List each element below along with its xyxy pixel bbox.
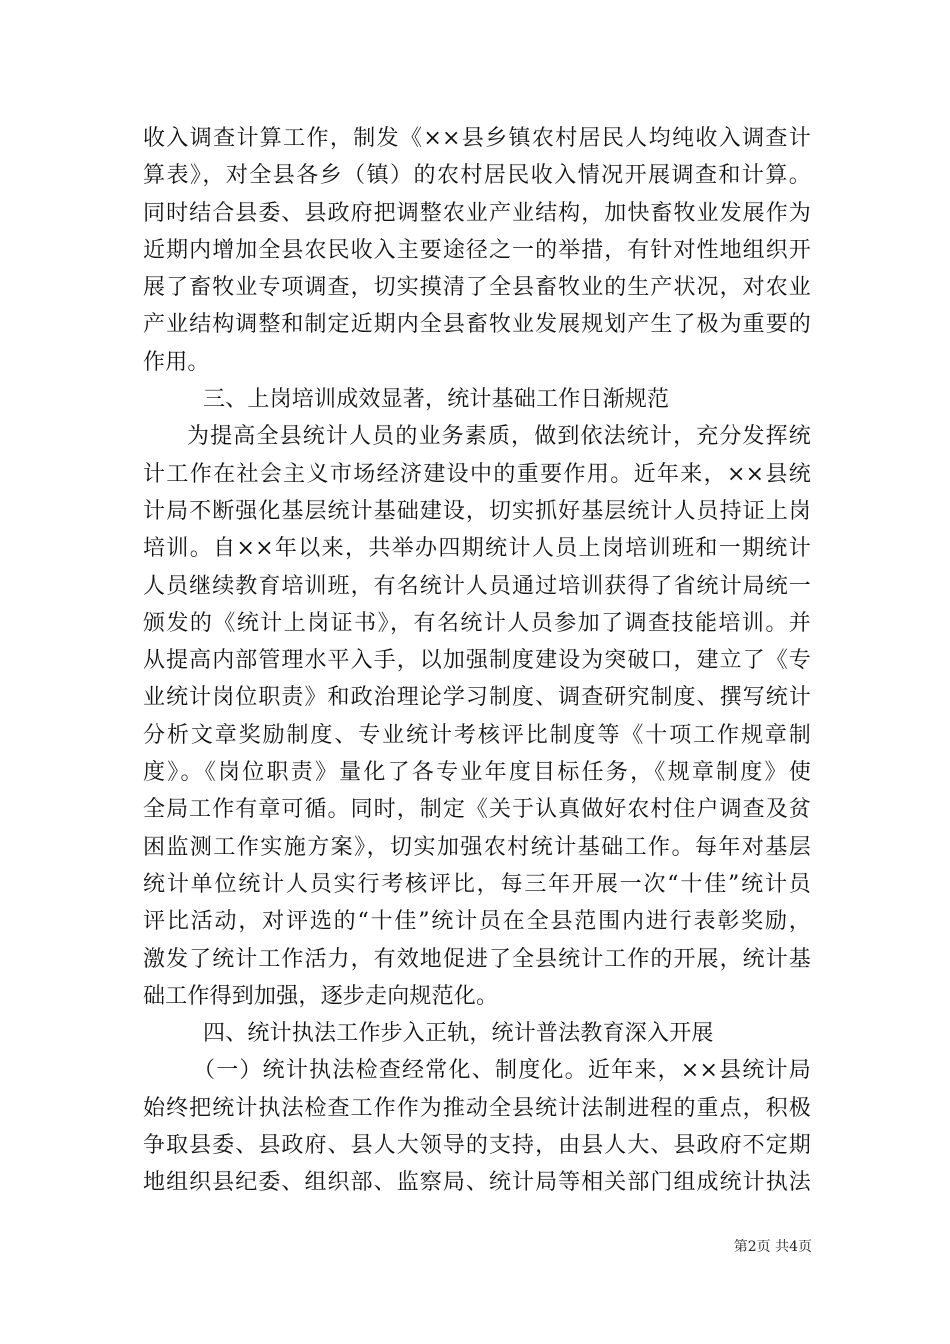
text-line: 争取县委、县政府、县人大领导的支持，由县人大、县政府不定期 <box>143 1133 811 1159</box>
document-body <box>143 120 811 1202</box>
text-line: 地组织县纪委、组织部、监察局、统计局等相关部门组成统计执法 <box>143 1170 811 1196</box>
section-heading: 三、上岗培训成效显著，统计基础工作日渐规范 <box>203 387 670 413</box>
text-line: 度》。《岗位职责》量化了各专业年度目标任务，《规章制度》使 <box>143 760 811 786</box>
text-line: 作用。 <box>143 349 210 375</box>
text-line: 激发了统计工作活力，有效地促进了全县统计工作的开展，统计基 <box>143 946 811 972</box>
text-line: 培训。自××年以来，共举办四期统计人员上岗培训班和一期统计 <box>143 536 811 562</box>
text-line: 产业结构调整和制定近期内全县畜牧业发展规划产生了极为重要的 <box>143 312 811 338</box>
page-number: 第2页 共4页 <box>733 1239 812 1255</box>
text-line: 础工作得到加强，逐步走向规范化。 <box>143 983 499 1009</box>
text-line: 始终把统计执法检查工作作为推动全县统计法制进程的重点，积极 <box>143 1095 811 1121</box>
text-line: 为提高全县统计人员的业务素质，做到依法统计，充分发挥统 <box>187 424 811 450</box>
text-line: 同时结合县委、县政府把调整农业产业结构，加快畜牧业发展作为 <box>143 200 811 226</box>
text-line: 计工作在社会主义市场经济建设中的重要作用。近年来，××县统 <box>143 461 811 487</box>
text-line: 统计单位统计人员实行考核评比，每三年开展一次“十佳”统计员 <box>143 871 811 897</box>
text-line: 计局不断强化基层统计基础建设，切实抓好基层统计人员持证上岗 <box>143 498 811 524</box>
text-line: 困监测工作实施方案》，切实加强农村统计基础工作。每年对基层 <box>143 834 811 860</box>
text-line: 算表》，对全县各乡（镇）的农村居民收入情况开展调查和计算。 <box>143 163 811 189</box>
text-line: 评比活动，对评选的“十佳”统计员在全县范围内进行表彰奖励， <box>143 909 811 935</box>
text-line: 人员继续教育培训班，有名统计人员通过培训获得了省统计局统一 <box>143 573 811 599</box>
text-line: 分析文章奖励制度、专业统计考核评比制度等《十项工作规章制 <box>143 722 811 748</box>
subsection-line: （一）统计执法检查经常化、制度化。近年来，××县统计局 <box>193 1058 811 1084</box>
section-heading: 四、统计执法工作步入正轨，统计普法教育深入开展 <box>203 1021 714 1047</box>
text-line: 近期内增加全县农民收入主要途径之一的举措，有针对性地组织开 <box>143 237 811 263</box>
text-line: 收入调查计算工作，制发《××县乡镇农村居民人均纯收入调查计 <box>143 126 811 151</box>
text-line: 颁发的《统计上岗证书》，有名统计人员参加了调查技能培训。并 <box>143 610 811 636</box>
text-line: 展了畜牧业专项调查，切实摸清了全县畜牧业的生产状况，对农业 <box>143 275 811 301</box>
text-line: 全局工作有章可循。同时，制定《关于认真做好农村住户调查及贫 <box>143 797 811 823</box>
text-line: 业统计岗位职责》和政治理论学习制度、调查研究制度、撰写统计 <box>143 685 811 711</box>
text-line: 从提高内部管理水平入手，以加强制度建设为突破口，建立了《专 <box>143 648 811 674</box>
